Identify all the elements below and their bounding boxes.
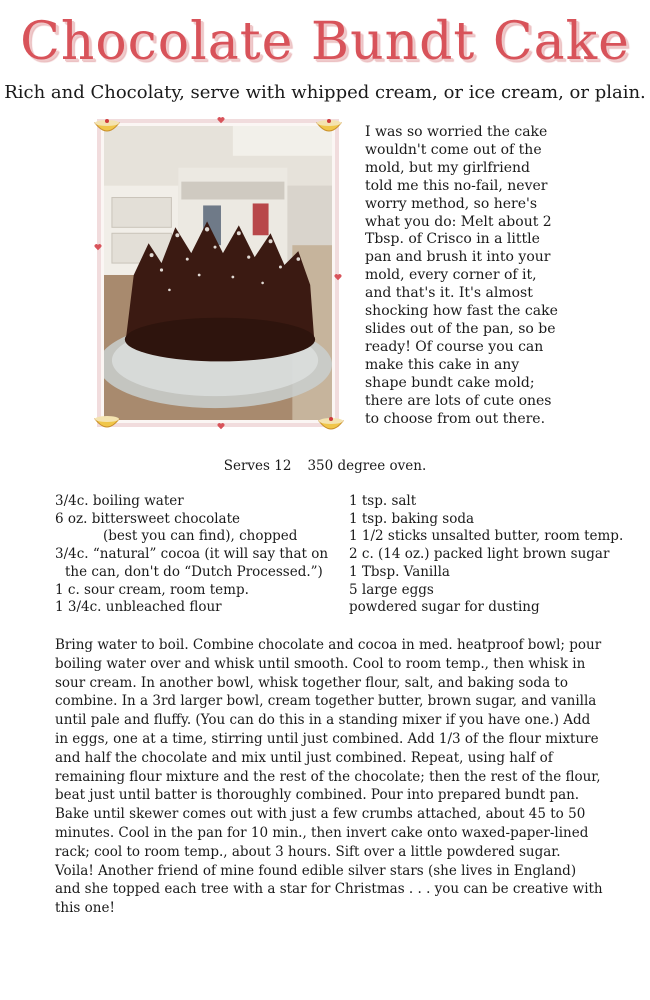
ingredient-item: 1 tsp. salt — [349, 493, 417, 509]
ingredient-item: 2 c. (14 oz.) packed light brown sugar — [349, 546, 610, 563]
heart-icon — [217, 422, 225, 430]
ingredient-item: 1 3/4c. unbleached flour — [55, 599, 222, 616]
ingredient-item: 1 1/2 sticks unsalted butter, room temp. — [349, 528, 624, 545]
oven-temperature: 350 degree oven. — [307, 458, 427, 474]
ingredient-item: 5 large eggs — [349, 581, 434, 598]
ingredient-item: 3/4c. “natural” cocoa (it will say that on — [55, 546, 329, 563]
heart-icon — [334, 273, 342, 281]
recipe-subtitle: Rich and Chocolaty, serve with whipped cream, or ice cream, or plain. — [4, 82, 646, 103]
ingredients-right-column — [349, 493, 624, 617]
serves-count: Serves 12 — [223, 458, 292, 474]
pudding-bowl-icon — [93, 413, 121, 431]
ingredient-item: 1 Tbsp. Vanilla — [349, 563, 450, 580]
pudding-bowl-icon — [93, 117, 121, 135]
recipe-title: Chocolate Bundt Cake — [20, 12, 630, 72]
heart-icon — [94, 243, 102, 251]
ingredient-item: 3/4c. boiling water — [55, 493, 184, 509]
ingredient-item: 1 c. sour cream, room temp. — [55, 581, 249, 598]
ingredient-item: 6 oz. bittersweet chocolate — [55, 510, 240, 527]
ingredient-item: the can, don't do “Dutch Processed.”) — [65, 563, 323, 580]
ingredients-left-column — [55, 493, 345, 617]
ingredient-item: (best you can find), chopped — [103, 528, 298, 545]
heart-icon — [217, 116, 225, 124]
pudding-bowl-icon — [317, 415, 345, 433]
cake-photo-frame — [97, 119, 339, 427]
ingredient-item: 1 tsp. baking soda — [349, 510, 475, 527]
pudding-bowl-icon — [315, 117, 343, 135]
method-paragraph: Bring water to boil. Combine chocolate and cocoa in med. heatproof bowl; pour boiling water over and whisk until smooth. Cool to room temp., then whisk in sour cream. In another bowl, whisk together flour, salt, and baking soda to combine. In a 3rd larger bowl, cream together butter, brown sugar, and vanilla until pale and fluffy. (You can do this in a standing mixer if you have one.) Add in eggs, one at a time, stirring until just combined. Add 1/3 of the flour mixture and half the chocolate and mix until just combined. Repeat, using half of remaining flour mixture and the rest of the chocolate; then the rest of the flour, beat just until batter is thoroughly combined. Pour into prepared bundt pan. Bake until skewer comes out with just a few crumbs attached, about 45 to 50 minutes. Cool in the pan for 10 min., then invert cake onto waxed-paper-lined rack; cool to room temp., about 3 hours. Sift over a little powdered sugar. Voila! Another friend of mine found edible silver stars (she lives in England) and she topped each tree with a star for Christmas . . . you can be creative with this one! — [55, 637, 603, 917]
serves-line — [0, 458, 650, 474]
cake-photo — [104, 126, 332, 420]
ingredient-item: powdered sugar for dusting — [349, 599, 540, 616]
intro-paragraph: I was so worried the cake wouldn't come out of the mold, but my girlfriend told me this no-fail, never worry method, so here's what you do: Melt about 2 Tbsp. of Crisco in a little pan and brush it into your mold, every corner of it, and that's it. It's almost shocking how fast the cake slides out of the pan, so be ready! Of course you can make this cake in any shape bundt cake mold; there are lots of cute ones to choose from out there. — [365, 124, 558, 427]
